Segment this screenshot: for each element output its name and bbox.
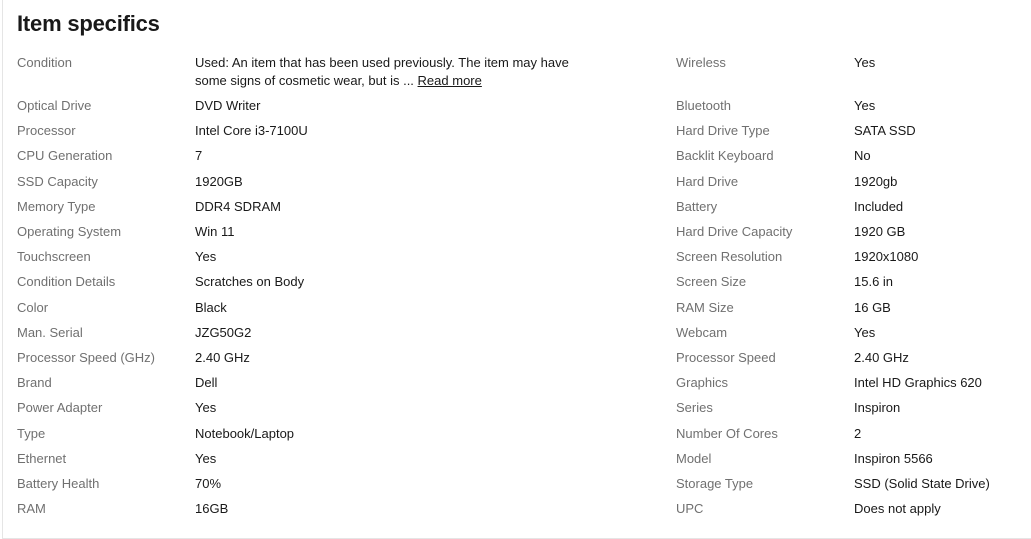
spec-value: Yes [854, 325, 876, 340]
spec-value: 7 [195, 148, 203, 163]
spec-value: 2.40 GHz [195, 350, 250, 365]
spec-label: CPU Generation [17, 148, 113, 163]
spec-value: 2 [854, 426, 862, 441]
spec-value: Yes [854, 55, 876, 70]
spec-value: DDR4 SDRAM [195, 199, 281, 214]
spec-label: Type [17, 426, 46, 441]
spec-value [195, 54, 595, 90]
spec-label: Battery Health [17, 476, 100, 491]
spec-label: Brand [17, 375, 52, 390]
spec-label: Color [17, 300, 49, 315]
spec-label: Wireless [676, 55, 726, 70]
spec-value: Yes [854, 98, 876, 113]
spec-label: UPC [676, 501, 704, 516]
spec-value: Inspiron 5566 [854, 451, 933, 466]
item-specifics-panel [2, 0, 1031, 539]
spec-label: Webcam [676, 325, 728, 340]
spec-label: Memory Type [17, 199, 96, 214]
spec-label: Optical Drive [17, 98, 92, 113]
section-title: Item specifics [17, 11, 160, 36]
spec-value: 16GB [195, 501, 229, 516]
spec-label: Condition [17, 55, 72, 70]
spec-label: Screen Size [676, 274, 747, 289]
spec-label: Storage Type [676, 476, 754, 491]
spec-label: Power Adapter [17, 400, 103, 415]
spec-value: Win 11 [195, 224, 235, 239]
spec-value: 15.6 in [854, 274, 894, 289]
spec-label: Operating System [17, 224, 122, 239]
spec-label: Ethernet [17, 451, 67, 466]
spec-label: Hard Drive Capacity [676, 224, 793, 239]
spec-value: SSD (Solid State Drive) [854, 476, 990, 491]
spec-value: Scratches on Body [195, 274, 305, 289]
spec-value: Yes [195, 451, 217, 466]
spec-label: Man. Serial [17, 325, 83, 340]
spec-label: Bluetooth [676, 98, 731, 113]
spec-value: SATA SSD [854, 123, 916, 138]
spec-value: 1920gb [854, 174, 898, 189]
spec-value: Intel Core i3-7100U [195, 123, 308, 138]
spec-label: Condition Details [17, 274, 116, 289]
spec-value: Dell [195, 375, 218, 390]
spec-value: 16 GB [854, 300, 891, 315]
spec-label: Processor Speed [676, 350, 776, 365]
spec-label: Processor [17, 123, 76, 138]
spec-value: Intel HD Graphics 620 [854, 375, 982, 390]
spec-label: Screen Resolution [676, 249, 783, 264]
spec-value: Does not apply [854, 501, 941, 516]
spec-label: Battery [676, 199, 718, 214]
spec-label: SSD Capacity [17, 174, 98, 189]
spec-value: Notebook/Laptop [195, 426, 295, 441]
spec-value: 1920 GB [854, 224, 906, 239]
spec-value: Included [854, 199, 904, 214]
spec-value: Yes [195, 249, 217, 264]
spec-value: Yes [195, 400, 217, 415]
spec-label: Processor Speed (GHz) [17, 350, 155, 365]
spec-label: Number Of Cores [676, 426, 778, 441]
spec-value: 1920x1080 [854, 249, 919, 264]
spec-label: RAM Size [676, 300, 734, 315]
spec-label: RAM [17, 501, 46, 516]
read-more-link[interactable]: Read more [417, 73, 482, 88]
spec-value: Black [195, 300, 227, 315]
condition-text: Used: An item that has been used previously. The item may have some signs of cosmetic wear, but is ... [195, 55, 569, 88]
spec-value: 1920GB [195, 174, 243, 189]
spec-value: Inspiron [854, 400, 901, 415]
spec-label: Model [676, 451, 712, 466]
spec-label: Series [676, 400, 713, 415]
spec-label: Hard Drive Type [676, 123, 770, 138]
spec-value: DVD Writer [195, 98, 261, 113]
spec-label: Hard Drive [676, 174, 739, 189]
spec-value: 70% [195, 476, 222, 491]
spec-value: 2.40 GHz [854, 350, 909, 365]
spec-label: Backlit Keyboard [676, 148, 774, 163]
spec-label: Graphics [676, 375, 729, 390]
spec-value: No [854, 148, 871, 163]
spec-value: JZG50G2 [195, 325, 252, 340]
spec-label: Touchscreen [17, 249, 91, 264]
